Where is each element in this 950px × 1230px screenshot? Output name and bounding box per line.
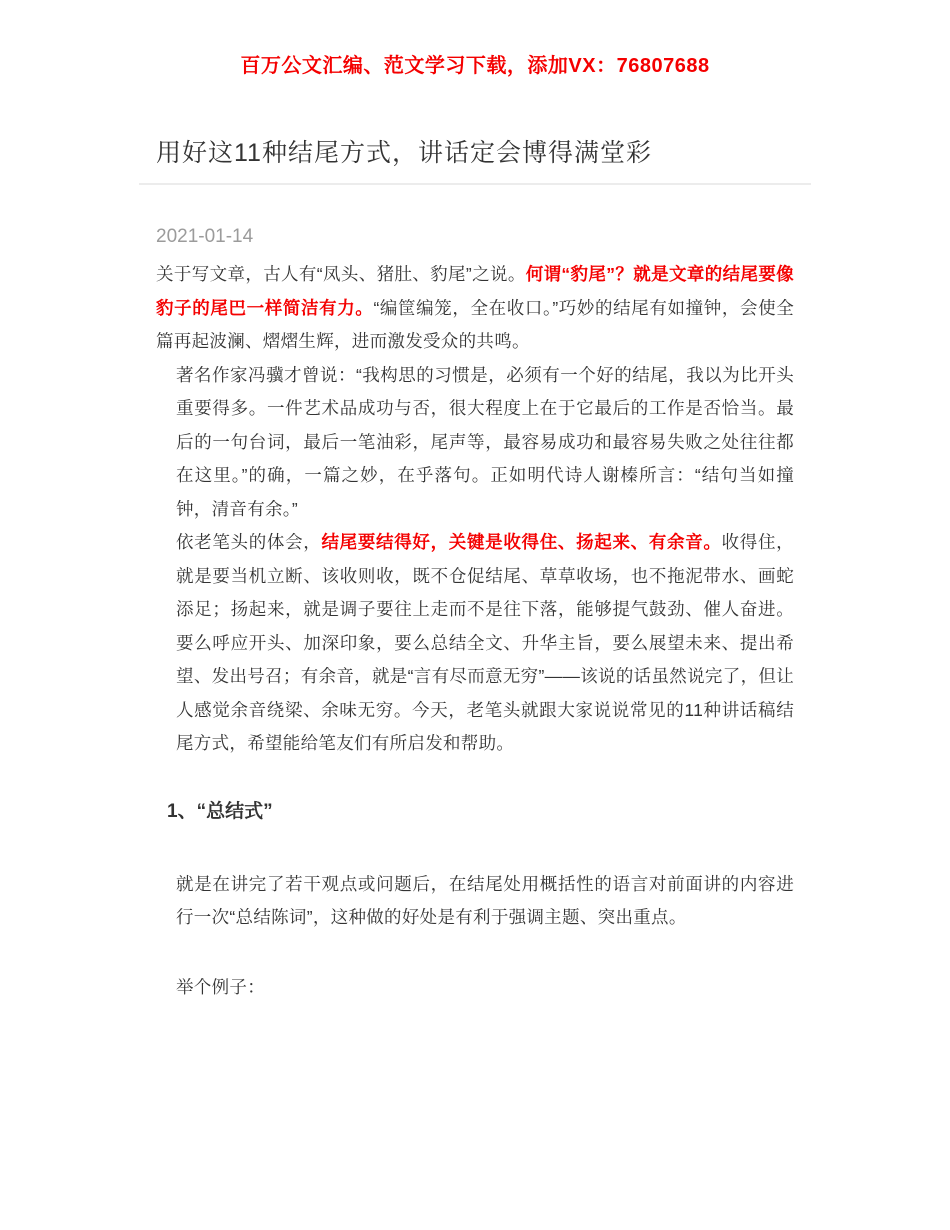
section-1-body: 就是在讲完了若干观点或问题后，在结尾处用概括性的语言对前面讲的内容进行一次“总结陈词”，这种做的好处是有利于强调主题、突出重点。 <box>176 873 794 927</box>
intro-text-1: 关于写文章，古人有“凤头、猪肚、豹尾”之说。 <box>156 264 526 284</box>
paragraph-experience <box>139 526 811 761</box>
experience-text-2: 收得住，就是要当机立断、该收则收，既不仓促结尾、草草收场，也不拖泥带水、画蛇添足；扬起来，就是调子要往上走而不是往下落，能够提气鼓劲、催人奋进。要么呼应开头、加深印象，要么总结全文、升华主旨，要么展望未来、提出希望、发出号召；有余音，就是“言有尽而意无穷”——该说的话虽然说完了，但让人感觉余音绕梁、余味无穷。今天，老笔头就跟大家说说常见的11种讲话稿结尾方式，希望能给笔友们有所启发和帮助。 <box>176 532 794 753</box>
article-container <box>139 139 811 1004</box>
experience-text-1: 依老笔头的体会， <box>176 532 322 552</box>
experience-red-emphasis: 结尾要结得好，关键是收得住、扬起来、有余音。 <box>321 532 722 552</box>
promo-banner-text: 百万公文汇编、范文学习下载，添加VX：76807688 <box>240 55 710 77</box>
page-title: 用好这11种结尾方式，讲话定会博得满堂彩 <box>156 139 652 167</box>
paragraph-quote-fengjicai: 著名作家冯骥才曾说：“我构思的习惯是，必须有一个好的结尾，我以为比开头重要得多。一件艺术品成功与否，很大程度上在于它最后的工作是否恰当。最后的一句台词，最后一笔油彩，尾声等，最容易成功和最容易失败之处往往都在这里。”的确，一篇之妙，在乎落句。正如明代诗人谢榛所言：“结句当如撞钟，清音有余。” <box>176 364 794 519</box>
intro-text-2: “编筐编笼，全在收口。”巧妙的结尾有如撞钟，会使全篇再起波澜、熠熠生辉，进而激发受众的共鸣。 <box>156 297 794 351</box>
article-date: 2021-01-14 <box>156 226 254 247</box>
promo-banner <box>0 0 950 78</box>
paragraph-intro <box>139 258 811 359</box>
section-1-heading: 1、“总结式” <box>167 800 273 822</box>
intro-red-emphasis: 何谓“豹尾”？就是文章的结尾要像豹子的尾巴一样简洁有力。 <box>156 264 794 318</box>
section-1-example-label: 举个例子： <box>176 976 265 997</box>
article-lead <box>139 258 811 761</box>
section-1 <box>139 799 811 1005</box>
title-divider <box>139 183 811 185</box>
